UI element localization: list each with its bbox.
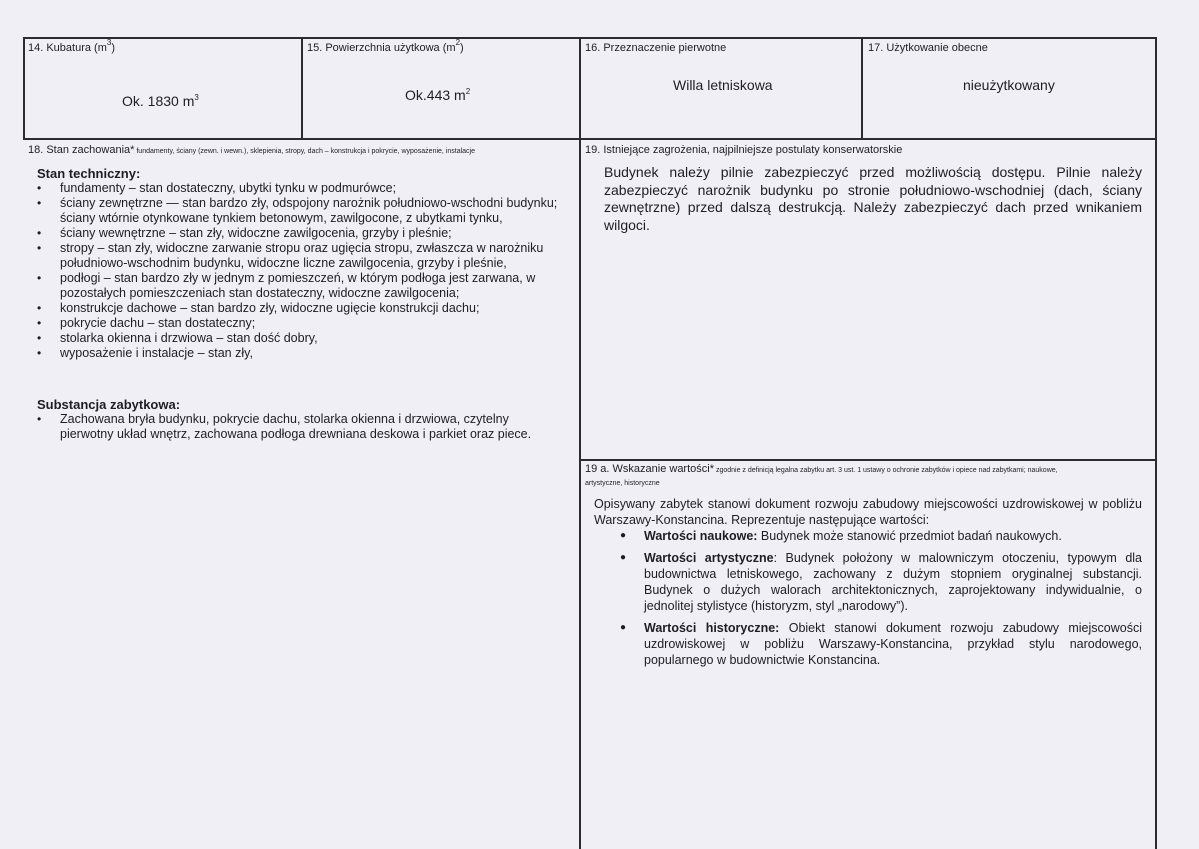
section-19a-label-cont: artystyczne, historyczne bbox=[585, 480, 660, 487]
cell-16-label: 16. Przeznaczenie pierwotne bbox=[585, 42, 727, 54]
list-item: • konstrukcje dachowe – stan bardzo zły, widoczne ugięcie konstrukcji dachu; bbox=[36, 301, 564, 316]
list-item: ● Wartości historyczne: Obiekt stanowi dokument rozwoju zabudowy miejscowości uzdrowiskowej w pobliżu Warszawy-Konstancina, przykład stylu narodowego, popularnego w budownictwie Konstancina. bbox=[620, 620, 1142, 668]
left-border bbox=[23, 37, 25, 139]
col-divider-3 bbox=[861, 37, 863, 139]
section-19-text: Budynek należy pilnie zabezpieczyć przed możliwością dostępu. Pilnie należy zabezpieczyć narożnik budynku po stronie południowo-wschodniej (dach, ściany zewnętrzne) przed dalszą destrukcją. Należy zabezpieczyć dach przed wnikaniem wilgoci. bbox=[604, 164, 1142, 233]
section-19-label: 19. Istniejące zagrożenia, najpilniejsze postulaty konserwatorskie bbox=[585, 144, 903, 156]
row-divider bbox=[23, 138, 1156, 140]
list-item: • podłogi – stan bardzo zły w jednym z pomieszczeń, w którym podłoga jest zarwana, w pozostałych pomieszczeniach stan dostateczny, widoczne zawilgocenia; bbox=[36, 271, 564, 301]
list-item: • stropy – stan zły, widoczne zarwanie stropu oraz ugięcia stropu, zwłaszcza w narożniku południowo-wschodnim budynku, widoczne liczne zawilgocenia, grzyby i pleśnie, bbox=[36, 241, 564, 271]
right-border bbox=[1155, 37, 1157, 849]
cell-14-label: 14. Kubatura $(m^3)$ bbox=[28, 38, 115, 54]
list-item: • Zachowana bryła budynku, pokrycie dachu, stolarka okienna i drzwiowa, czytelny pierwotny układ wnętrz, zachowana podłoga drewniana deskowa i parkiet oraz piece. bbox=[36, 412, 564, 442]
list-item: ● Wartości naukowe: Budynek może stanowić przedmiot badań naukowych. bbox=[620, 528, 1142, 544]
cell-14-value: Ok. 1830 $m^3$ bbox=[122, 93, 199, 109]
top-border bbox=[23, 37, 1156, 39]
list-item: ● Wartości artystyczne: Budynek położony w malowniczym otoczeniu, typowym dla budownictwa letniskowego, zachowany z dużym stopniem oryginalnej substancji. Budynek o dużych walorach architektonicznych, zaprojektowany indywidualnie, o jednolitej stylistyce (historyzm, styl „narodowy”). bbox=[620, 550, 1142, 614]
list-item: • stolarka okienna i drzwiowa – stan dość dobry, bbox=[36, 331, 564, 346]
technical-heading: Stan techniczny: bbox=[37, 166, 141, 181]
col-divider-center bbox=[579, 37, 581, 849]
cell-17-value: nieużytkowany bbox=[963, 77, 1055, 93]
values-list bbox=[620, 528, 1142, 674]
list-item: • pokrycie dachu – stan dostateczny; bbox=[36, 316, 564, 331]
cell-16-value: Willa letniskowa bbox=[673, 77, 773, 93]
list-item: • fundamenty – stan dostateczny, ubytki tynku w podmurówce; bbox=[36, 181, 564, 196]
list-item: • ściany zewnętrzne — stan bardzo zły, odspojony narożnik południowo-wschodni budynku; ściany wtórnie otynkowane tynkiem betonowym, zawilgocone, z ubytkami tynku, bbox=[36, 196, 564, 226]
cell-15-label: 15. Powierzchnia użytkowa $(m^2)$ bbox=[307, 38, 464, 54]
cell-15-value: Ok.443 $m^2$ bbox=[405, 87, 471, 103]
cell-17-label: 17. Użytkowanie obecne bbox=[868, 42, 988, 54]
section-19a-label: 19 a. Wskazanie wartości* zgodnie z definicją legalna zabytku art. 3 ust. 1 ustawy o ochronie zabytków i opiece nad zabytkami; naukowe, bbox=[585, 463, 1058, 475]
list-item: • ściany wewnętrzne – stan zły, widoczne zawilgocenia, grzyby i pleśnie; bbox=[36, 226, 564, 241]
col-divider-1 bbox=[301, 37, 303, 139]
list-item: • wyposażenie i instalacje – stan zły, bbox=[36, 346, 564, 361]
right-col-divider bbox=[580, 459, 1156, 461]
technical-list bbox=[36, 181, 564, 361]
substance-heading: Substancja zabytkowa: bbox=[37, 397, 181, 412]
section-18-label: 18. Stan zachowania* fundamenty, ściany (zewn. i wewn.), sklepienia, stropy, dach – konstrukcja i pokrycie, wyposażenie, instalacje bbox=[28, 144, 475, 156]
section-19a-intro: Opisywany zabytek stanowi dokument rozwoju zabudowy miejscowości uzdrowiskowej w pobliżu Warszawy-Konstancina. Reprezentuje następujące wartości: bbox=[594, 497, 1142, 527]
substance-list bbox=[36, 412, 564, 442]
